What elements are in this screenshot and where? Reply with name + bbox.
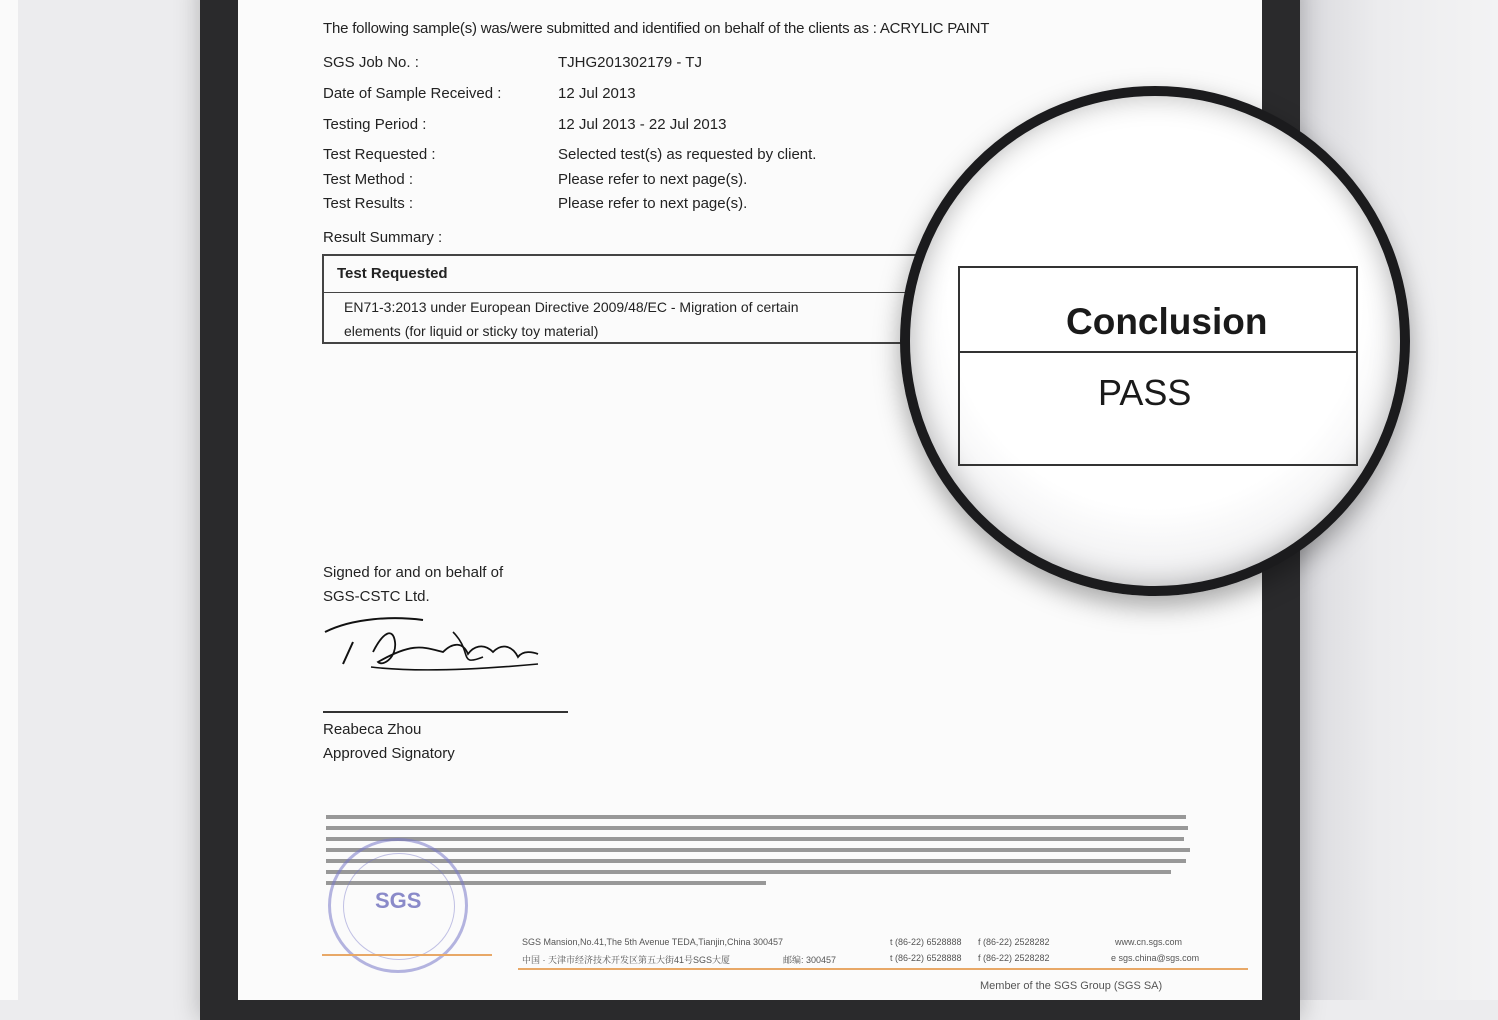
phone-1: t (86-22) 6528888 bbox=[890, 937, 962, 947]
result-table-header-label: Test Requested bbox=[337, 265, 448, 282]
signer-title: Approved Signatory bbox=[323, 745, 455, 762]
handwritten-signature bbox=[323, 612, 553, 682]
field-value-test-results: Please refer to next page(s). bbox=[558, 195, 748, 212]
signer-name: Reabeca Zhou bbox=[323, 721, 422, 738]
member-line: Member of the SGS Group (SGS SA) bbox=[980, 980, 1163, 992]
address-cn: 中国 · 天津市经济技术开发区第五大街41号SGS大厦 bbox=[522, 955, 731, 965]
field-value-date-received: 12 Jul 2013 bbox=[558, 85, 636, 102]
address-en: SGS Mansion,No.41,The 5th Avenue TEDA,Tianjin,China 300457 bbox=[522, 937, 783, 947]
field-value-test-requested: Selected test(s) as requested by client. bbox=[558, 146, 817, 163]
sgs-stamp bbox=[328, 838, 468, 973]
signature-line bbox=[323, 711, 568, 713]
signed-line-2: SGS-CSTC Ltd. bbox=[323, 588, 430, 605]
field-value-test-method: Please refer to next page(s). bbox=[558, 171, 748, 188]
footer-orange-line-left bbox=[322, 954, 492, 956]
conclusion-header: Conclusion bbox=[1066, 301, 1268, 342]
intro-text: The following sample(s) was/were submitted and identified on behalf of the clients as : ACRYLIC PAINT bbox=[323, 20, 990, 37]
field-label-test-results: Test Results : bbox=[323, 195, 414, 212]
field-label-test-requested: Test Requested : bbox=[323, 146, 436, 163]
field-value-job-no: TJHG201302179 - TJ bbox=[558, 54, 702, 71]
website: www.cn.sgs.com bbox=[1115, 937, 1183, 947]
result-summary-label: Result Summary : bbox=[323, 229, 443, 246]
conclusion-value: PASS bbox=[1098, 372, 1192, 413]
footer-orange-line bbox=[518, 968, 1248, 970]
field-label-job-no: SGS Job No. : bbox=[323, 54, 419, 71]
field-label-testing-period: Testing Period : bbox=[323, 116, 427, 133]
signed-on-behalf bbox=[323, 561, 503, 609]
result-table-row-line1: EN71-3:2013 under European Directive 2009/48/EC - Migration of certain bbox=[344, 299, 799, 315]
signed-line-1: Signed for and on behalf of bbox=[323, 564, 504, 581]
field-value-testing-period: 12 Jul 2013 - 22 Jul 2013 bbox=[558, 116, 727, 133]
sgs-stamp-label: SGS bbox=[375, 888, 422, 913]
signer-block bbox=[323, 718, 455, 766]
result-table-row-line2: elements (for liquid or sticky toy material) bbox=[344, 323, 599, 339]
field-label-date-received: Date of Sample Received : bbox=[323, 85, 502, 102]
magnified-conclusion-table bbox=[958, 266, 1358, 466]
field-label-test-method: Test Method : bbox=[323, 171, 414, 188]
magnifier-lens bbox=[900, 86, 1410, 596]
postcode-cn: 邮编: 300457 bbox=[783, 955, 837, 965]
phone-2: t (86-22) 6528888 bbox=[890, 953, 962, 963]
fax-1: f (86-22) 2528282 bbox=[978, 937, 1050, 947]
wall-left bbox=[0, 0, 18, 1000]
email: e sgs.china@sgs.com bbox=[1111, 953, 1200, 963]
fax-2: f (86-22) 2528282 bbox=[978, 953, 1050, 963]
